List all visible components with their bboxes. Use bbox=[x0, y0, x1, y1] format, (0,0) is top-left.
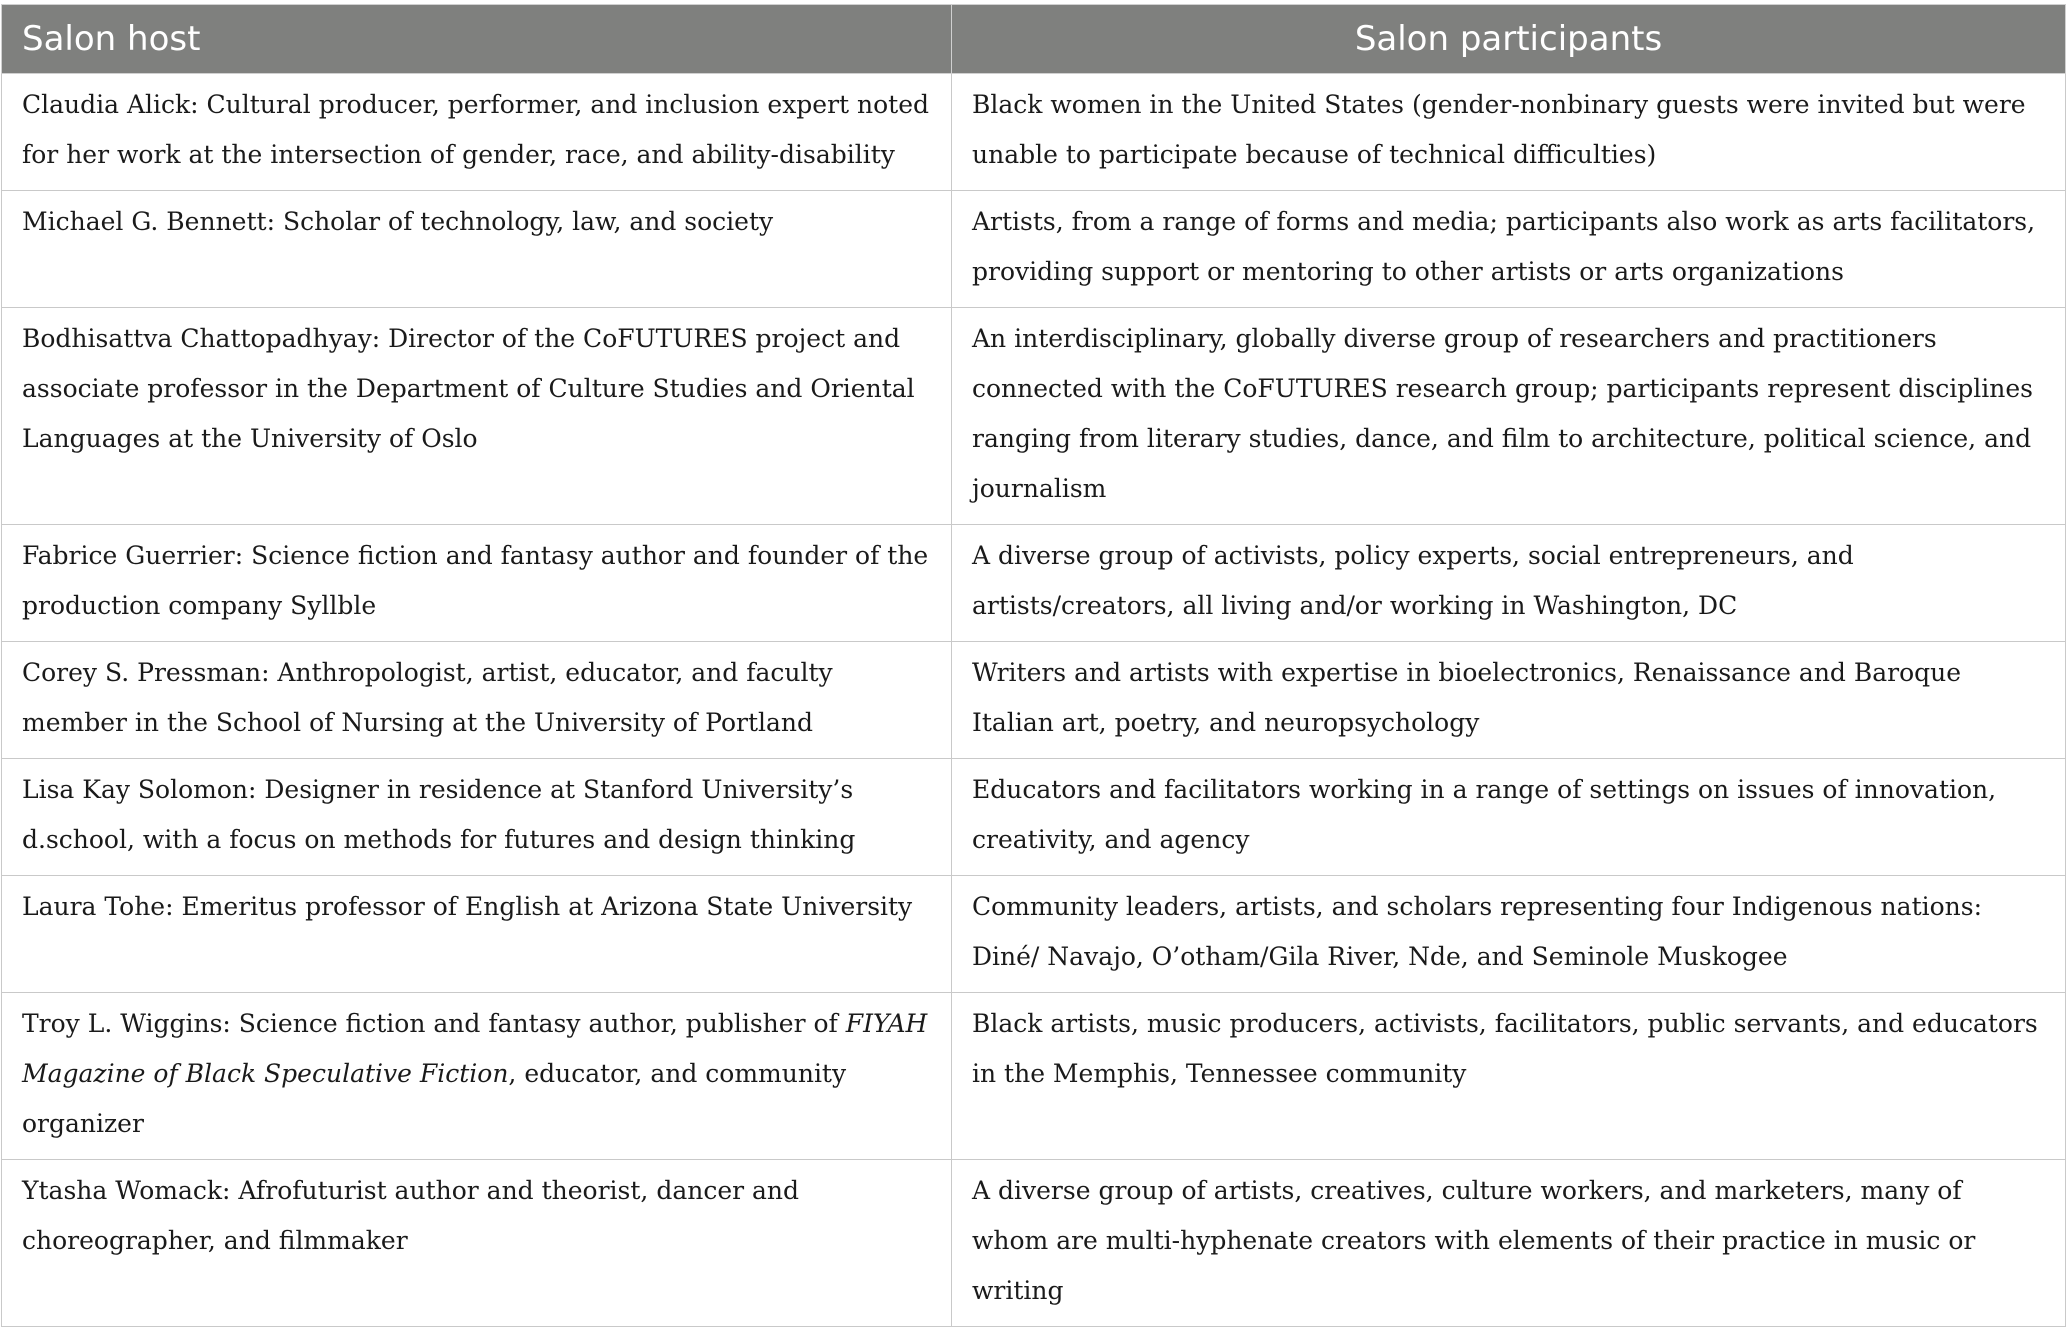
participants-cell: Artists, from a range of forms and media; participants also work as arts facilitators, providing support or mentoring to other artists or arts organizations bbox=[952, 191, 2066, 308]
table-row bbox=[2, 74, 2066, 191]
table-row bbox=[2, 759, 2066, 876]
table-row bbox=[2, 642, 2066, 759]
host-cell: Michael G. Bennett: Scholar of technology, law, and society bbox=[2, 191, 952, 308]
host-cell bbox=[2, 993, 952, 1160]
table-body bbox=[2, 74, 2066, 1327]
participants-cell: Community leaders, artists, and scholars representing four Indigenous nations: Diné/ Navajo, O’otham/Gila River, Nde, and Seminole Muskogee bbox=[952, 876, 2066, 993]
table-row bbox=[2, 993, 2066, 1160]
salon-table bbox=[1, 4, 2066, 1327]
table-row bbox=[2, 1160, 2066, 1327]
participants-cell: A diverse group of activists, policy experts, social entrepreneurs, and artists/creators, all living and/or working in Washington, DC bbox=[952, 525, 2066, 642]
header-salon-participants: Salon participants bbox=[952, 5, 2066, 74]
host-cell: Bodhisattva Chattopadhyay: Director of the CoFUTURES project and associate professor in the Department of Culture Studies and Oriental Languages at the University of Oslo bbox=[2, 308, 952, 525]
host-cell: Lisa Kay Solomon: Designer in residence at Stanford University’s d.school, with a focus on methods for futures and design thinking bbox=[2, 759, 952, 876]
host-text-after: , educator, and community organizer bbox=[22, 1059, 847, 1138]
host-text-before: Troy L. Wiggins: Science fiction and fantasy author, publisher of bbox=[22, 1009, 846, 1038]
host-cell: Laura Tohe: Emeritus professor of English at Arizona State University bbox=[2, 876, 952, 993]
participants-cell: Educators and facilitators working in a range of settings on issues of innovation, creativity, and agency bbox=[952, 759, 2066, 876]
table-row bbox=[2, 525, 2066, 642]
participants-cell: A diverse group of artists, creatives, culture workers, and marketers, many of whom are multi-hyphenate creators with elements of their practice in music or writing bbox=[952, 1160, 2066, 1327]
header-row bbox=[2, 5, 2066, 74]
host-cell: Corey S. Pressman: Anthropologist, artist, educator, and faculty member in the School of Nursing at the University of Portland bbox=[2, 642, 952, 759]
participants-cell: Writers and artists with expertise in bioelectronics, Renaissance and Baroque Italian art, poetry, and neuropsychology bbox=[952, 642, 2066, 759]
participants-cell: An interdisciplinary, globally diverse group of researchers and practitioners connected with the CoFUTURES research group; participants represent disciplines ranging from literary studies, dance, and film to architecture, political science, and journalism bbox=[952, 308, 2066, 525]
magazine-title: FIYAH Magazine of Black Speculative Fiction bbox=[22, 1009, 928, 1088]
table-row bbox=[2, 191, 2066, 308]
table-row bbox=[2, 876, 2066, 993]
table-row bbox=[2, 308, 2066, 525]
table-header bbox=[2, 5, 2066, 74]
host-cell: Ytasha Womack: Afrofuturist author and theorist, dancer and choreographer, and filmmaker bbox=[2, 1160, 952, 1327]
participants-cell: Black artists, music producers, activists, facilitators, public servants, and educators in the Memphis, Tennessee community bbox=[952, 993, 2066, 1160]
host-cell: Claudia Alick: Cultural producer, performer, and inclusion expert noted for her work at the intersection of gender, race, and ability-disability bbox=[2, 74, 952, 191]
header-salon-host: Salon host bbox=[2, 5, 952, 74]
host-cell: Fabrice Guerrier: Science fiction and fantasy author and founder of the production company Syllble bbox=[2, 525, 952, 642]
participants-cell: Black women in the United States (gender-nonbinary guests were invited but were unable to participate because of technical difficulties) bbox=[952, 74, 2066, 191]
